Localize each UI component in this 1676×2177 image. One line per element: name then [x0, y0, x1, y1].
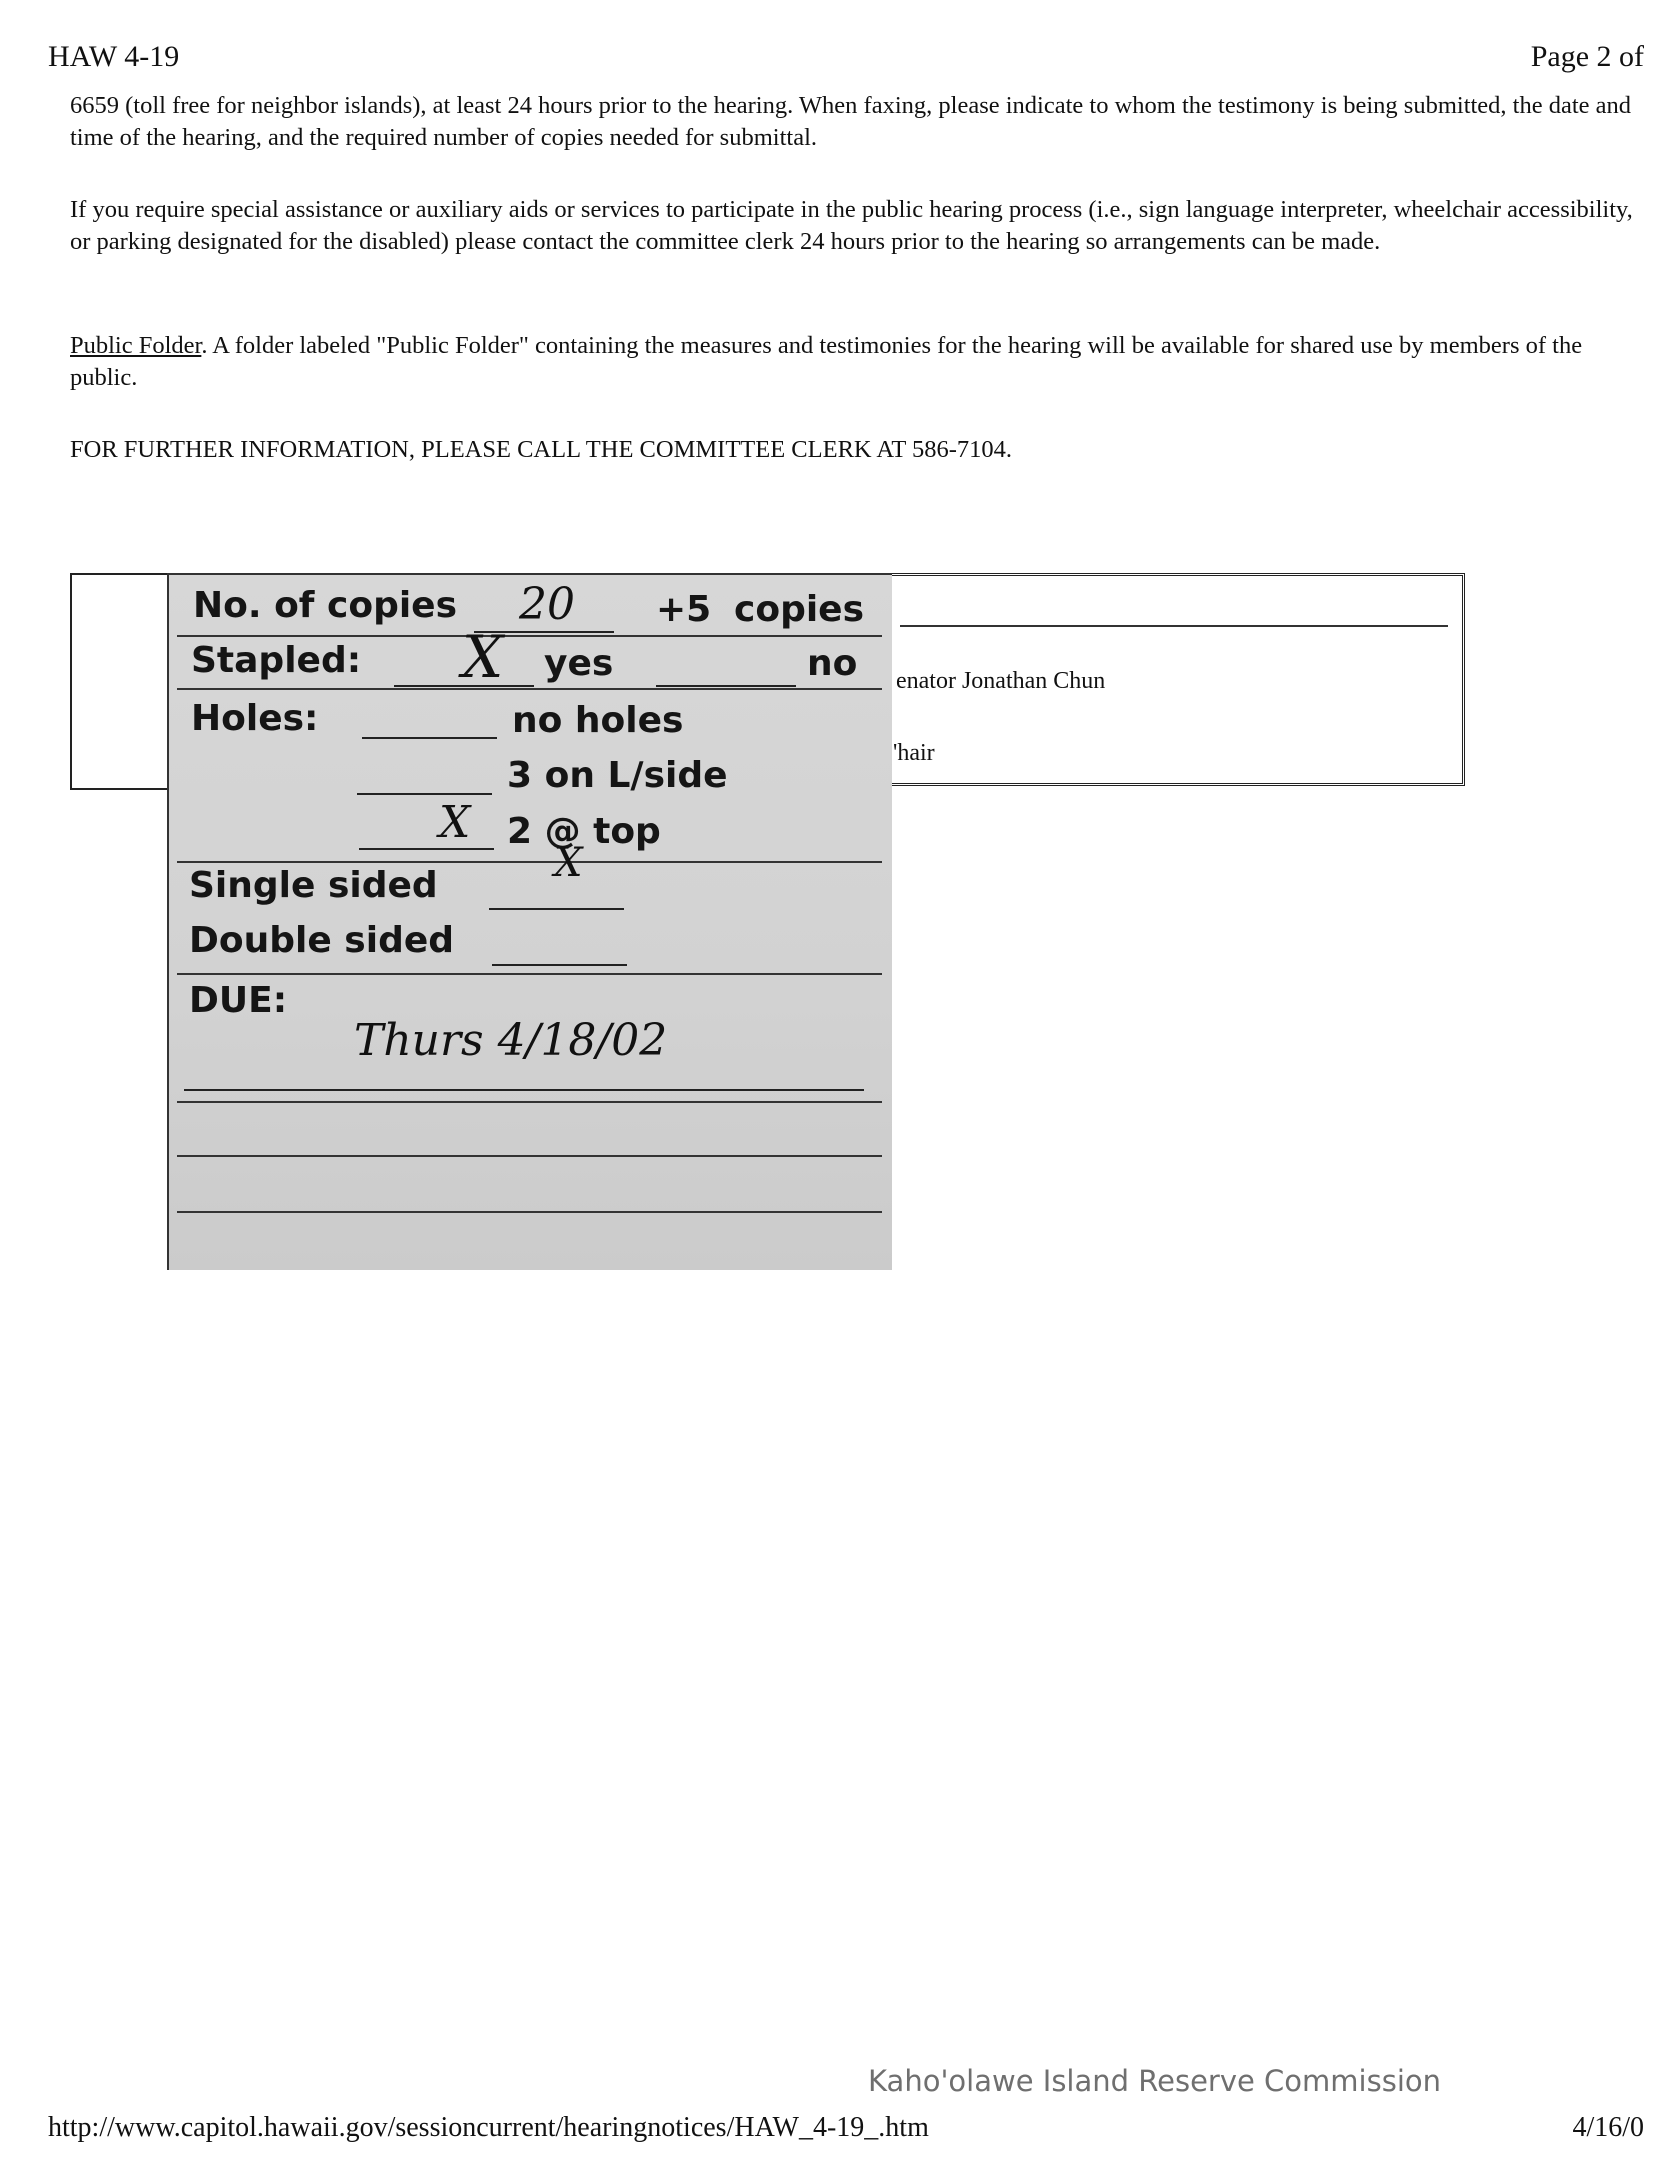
chair-label: 'hair: [893, 740, 935, 766]
rule: [177, 973, 882, 975]
yes-option: yes: [544, 643, 614, 684]
copy-instructions-sticker: [167, 573, 892, 1270]
watermark: Kaho'olawe Island Reserve Commission: [868, 2064, 1441, 2098]
no-option: no: [807, 643, 858, 684]
senator-name: enator Jonathan Chun: [896, 668, 1106, 694]
public-folder-paragraph: [70, 330, 1650, 394]
no-holes-option: no holes: [512, 700, 684, 741]
rule: [177, 635, 882, 637]
three-side-blank: [357, 793, 492, 795]
public-folder-label: Public Folder: [70, 332, 202, 359]
two-top-blank: [359, 848, 494, 850]
rule: [177, 1211, 882, 1213]
rule: [177, 861, 882, 863]
single-sided-blank: [489, 908, 624, 910]
double-sided-blank: [492, 964, 627, 966]
due-label: DUE:: [189, 980, 288, 1021]
stapled-no-blank: [656, 685, 796, 687]
footer-url: http://www.capitol.hawaii.gov/sessioncurrent/hearingnotices/HAW_4-19_.htm: [48, 2112, 929, 2143]
copies-extra: +5: [656, 589, 712, 630]
due-blank: [184, 1089, 864, 1091]
two-top-mark: X: [439, 797, 471, 848]
header-page-number: Page 2 of: [1530, 40, 1644, 73]
single-sided-label: Single sided: [189, 865, 438, 906]
stapled-mark: X: [462, 623, 504, 691]
assistance-paragraph: If you require special assistance or auxiliary aids or services to participate in the public hearing process (i.e., sign language interpreter, wheelchair accessibility, or parking designated for the disabled) please contact the committee clerk 24 hours prior to the hearing so arrangements can be made.: [70, 196, 1633, 255]
stapled-label: Stapled:: [191, 640, 362, 681]
header-left: HAW 4-19: [48, 40, 180, 73]
rule: [177, 1155, 882, 1157]
copies-suffix: copies: [734, 589, 865, 630]
public-folder-text: . A folder labeled "Public Folder" containing the measures and testimonies for the hearing will be available for shared use by members of the public.: [70, 332, 1583, 391]
notice-box-divider: [900, 625, 1448, 627]
double-sided-label: Double sided: [189, 920, 455, 961]
due-value: Thurs 4/18/02: [354, 1015, 668, 1066]
faxing-paragraph: 6659 (toll free for neighbor islands), at least 24 hours prior to the hearing. When faxing, please indicate to whom the testimony is being submitted, the date and time of the hearing, and the required number of copies needed for submittal.: [70, 92, 1632, 151]
three-side-option: 3 on L/side: [507, 755, 728, 796]
rule: [177, 1101, 882, 1103]
two-top-option: 2 @ top: [507, 811, 661, 852]
holes-label: Holes:: [191, 698, 319, 739]
footer-date: 4/16/0: [1572, 2112, 1644, 2143]
copies-value: 20: [519, 579, 575, 630]
further-info-paragraph: FOR FURTHER INFORMATION, PLEASE CALL THE COMMITTEE CLERK AT 586-7104.: [70, 436, 1013, 463]
rule: [177, 688, 882, 690]
copies-label: No. of copies: [193, 585, 458, 626]
no-holes-blank: [362, 737, 497, 739]
single-sided-mark: X: [554, 840, 583, 886]
notice-box-left-edge: [70, 573, 177, 790]
